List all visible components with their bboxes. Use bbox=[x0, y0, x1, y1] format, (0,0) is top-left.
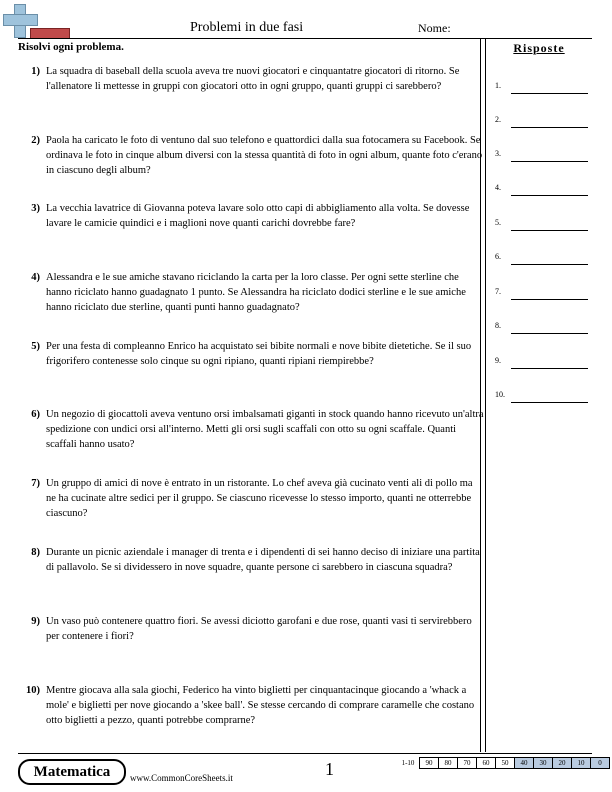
score-cell: 90 bbox=[420, 758, 439, 769]
answer-slot-4[interactable] bbox=[495, 183, 595, 197]
site-url: www.CommonCoreSheets.it bbox=[130, 773, 233, 783]
problem-text: Alessandra e le sue amiche stavano riciclando la carta per la loro classe. Per ogni sette sterline che hanno riciclato hanno guadagnato 1 punto. Se Alessandra ha riciclato dodici sterline e le sue amiche hanno riciclato due sterline, quanti punti hanno guadagnato? bbox=[46, 272, 466, 313]
score-cell: 70 bbox=[458, 758, 477, 769]
problem-number: 9) bbox=[31, 616, 40, 627]
answer-number: 8. bbox=[495, 321, 501, 330]
score-cell: 60 bbox=[477, 758, 496, 769]
answer-slot-1[interactable] bbox=[495, 81, 595, 95]
answer-line[interactable] bbox=[511, 333, 588, 334]
problem-text: Un gruppo di amici di nove è entrato in un ristorante. Lo chef aveva già cucinato venti ali di pollo ma ne ha cucinate altre sedici per il gruppo. Se ciascuno ricevesse lo stesso importo, quanti ne otterrebbe ciascuno? bbox=[46, 478, 473, 519]
problem-number: 6) bbox=[31, 409, 40, 420]
answer-line[interactable] bbox=[511, 299, 588, 300]
answer-slot-9[interactable] bbox=[495, 356, 595, 370]
answer-slot-7[interactable] bbox=[495, 287, 595, 301]
answer-number: 7. bbox=[495, 287, 501, 296]
problem-text: La vecchia lavatrice di Giovanna poteva lavare solo otto capi di abbigliamento alla volta. Se dovesse lavare le camicie quindici e i maglioni nove quanti carichi dovrebbe fare? bbox=[46, 203, 470, 229]
answer-slot-3[interactable] bbox=[495, 149, 595, 163]
answer-number: 9. bbox=[495, 356, 501, 365]
answer-line[interactable] bbox=[511, 161, 588, 162]
page-number: 1 bbox=[325, 759, 334, 779]
score-cell: 0 bbox=[591, 758, 610, 769]
problem-number: 5) bbox=[31, 341, 40, 352]
problem-text: Paola ha caricato le foto di ventuno dal suo telefono e quattordici dalla sua fotocamera su Facebook. Se ordinava le foto in cinque album diversi con la stessa quantità di foto in ogni album, quante foto c'erano in ciascuno degli album? bbox=[46, 135, 483, 176]
answer-number: 4. bbox=[495, 183, 501, 192]
problem-number: 8) bbox=[31, 547, 40, 558]
logo-plus-horizontal bbox=[3, 14, 38, 26]
answer-number: 3. bbox=[495, 149, 501, 158]
answer-line[interactable] bbox=[511, 93, 588, 94]
problem-text: Durante un picnic aziendale i manager di trenta e i dipendenti di sei hanno deciso di iniziare una partita di pallavolo. Se si dividessero in nove squadre, quante persone ci sarebbero in ciascuna squadra? bbox=[46, 547, 480, 573]
instructions: Risolvi ogni problema. bbox=[18, 41, 124, 53]
answer-column-divider-inner bbox=[485, 38, 486, 752]
answer-line[interactable] bbox=[511, 402, 588, 403]
header-divider bbox=[18, 38, 592, 39]
problem-number: 1) bbox=[31, 66, 40, 77]
score-label: 1-10 bbox=[401, 759, 415, 767]
score-table bbox=[398, 757, 610, 769]
problem-text: Un negozio di giocattoli aveva ventuno orsi imbalsamati giganti in stock quando hanno ricevuto un'altra spedizione con undici orsi all'interno. Metti gli orsi sugli scaffali con otto su ogni scaffale. Quanti scaffali hanno usato? bbox=[46, 409, 484, 450]
answer-slot-8[interactable] bbox=[495, 321, 595, 335]
score-cell: 80 bbox=[439, 758, 458, 769]
answer-slot-5[interactable] bbox=[495, 218, 595, 232]
score-cell: 40 bbox=[515, 758, 534, 769]
problem-text: Per una festa di compleanno Enrico ha acquistato sei bibite normali e nove bibite dietetiche. Se il suo frigorifero contenesse solo cinque su ogni ripiano, quanti ripiani riempirebbe? bbox=[46, 341, 472, 367]
answer-line[interactable] bbox=[511, 230, 588, 231]
answer-number: 6. bbox=[495, 252, 501, 261]
problem-number: 2) bbox=[31, 135, 40, 146]
problem-number: 3) bbox=[31, 203, 40, 214]
answer-slot-2[interactable] bbox=[495, 115, 595, 129]
answer-slot-6[interactable] bbox=[495, 252, 595, 266]
footer-divider bbox=[18, 753, 592, 754]
score-cell: 30 bbox=[534, 758, 553, 769]
problem-number: 7) bbox=[31, 478, 40, 489]
answer-number: 5. bbox=[495, 218, 501, 227]
score-cell: 20 bbox=[553, 758, 572, 769]
brand-badge: Matematica bbox=[18, 759, 126, 785]
answer-line[interactable] bbox=[511, 127, 588, 128]
answer-line[interactable] bbox=[511, 195, 588, 196]
answer-line[interactable] bbox=[511, 264, 588, 265]
answer-number: 2. bbox=[495, 115, 501, 124]
page-title: Problemi in due fasi bbox=[190, 20, 304, 35]
answer-number: 1. bbox=[495, 81, 501, 90]
problem-text: Un vaso può contenere quattro fiori. Se avessi diciotto garofani e due rose, quanti vasi ti servirebbero per contenere i fiori? bbox=[46, 616, 472, 642]
problem-text: La squadra di baseball della scuola aveva tre nuovi giocatori e cinquantatre giocatori di ritorno. Se l'allenatore li mettesse in gruppi con giocatori otto in ogni gruppo, quanti gruppi ci sarebbero? bbox=[46, 66, 460, 92]
answer-line[interactable] bbox=[511, 368, 588, 369]
answer-number: 10. bbox=[495, 390, 505, 399]
answers-title: Risposte bbox=[513, 41, 565, 55]
answer-slot-10[interactable] bbox=[495, 390, 595, 404]
problem-number: 10) bbox=[26, 685, 40, 696]
score-cell: 50 bbox=[496, 758, 515, 769]
name-label: Nome: bbox=[418, 21, 451, 35]
problem-text: Mentre giocava alla sala giochi, Federico ha vinto biglietti per cinquantacinque giocando a 'whack a mole' e biglietti per nove giocando a 'skee ball'. Se stesse cercando di comprare caramelle che costano otto biglietti a pezzo, quanti potrebbe comprarne? bbox=[46, 685, 475, 726]
score-cell: 10 bbox=[572, 758, 591, 769]
problem-number: 4) bbox=[31, 272, 40, 283]
